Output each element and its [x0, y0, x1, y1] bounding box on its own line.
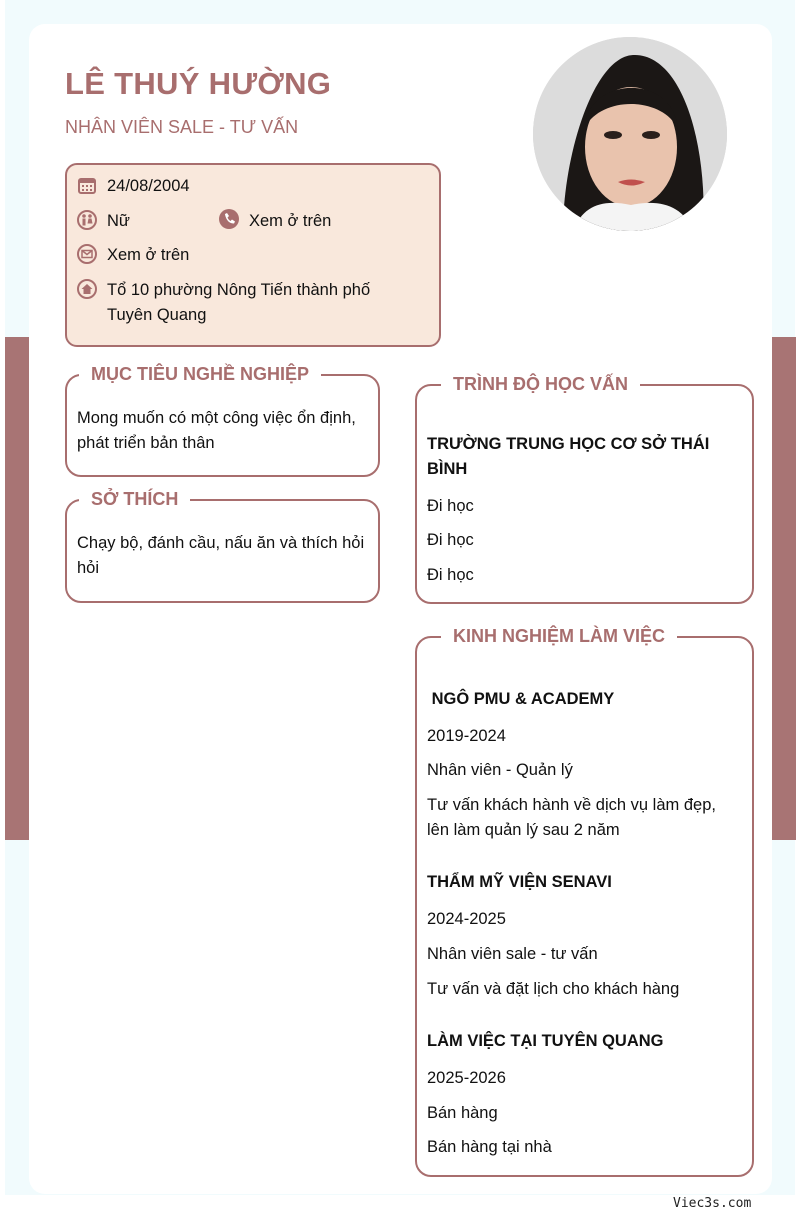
- job-description-line-1: Tư vấn và đặt lịch cho khách hàng: [427, 980, 680, 998]
- education-item: Đi học: [427, 531, 474, 549]
- gender-value: Nữ: [107, 212, 130, 230]
- avatar: [533, 37, 727, 231]
- job-position: Nhân viên - Quản lý: [427, 761, 573, 779]
- education-heading: TRÌNH ĐỘ HỌC VẤN: [441, 374, 640, 395]
- school-name-line-1: TRƯỜNG TRUNG HỌC CƠ SỞ THÁI: [427, 435, 710, 453]
- phone-icon: [219, 209, 239, 229]
- job-company: NGÔ PMU & ACADEMY: [427, 690, 615, 708]
- job-description-line-1: Bán hàng tại nhà: [427, 1138, 552, 1156]
- phone-value: Xem ở trên: [249, 212, 332, 230]
- candidate-name: LÊ THUÝ HƯỜNG: [65, 66, 332, 101]
- job-position: Bán hàng: [427, 1104, 498, 1122]
- education-item: Đi học: [427, 566, 474, 584]
- education-item: Đi học: [427, 497, 474, 515]
- experience-heading: KINH NGHIỆM LÀM VIỆC: [441, 626, 677, 647]
- candidate-title: NHÂN VIÊN SALE - TƯ VẤN: [65, 117, 299, 137]
- right-accent-band: [772, 337, 796, 840]
- hobbies-line-2: hỏi: [77, 559, 100, 577]
- address-line-1: Tổ 10 phường Nông Tiến thành phố: [107, 281, 371, 299]
- hobbies-line-1: Chạy bộ, đánh cầu, nấu ăn và thích hỏi: [77, 534, 365, 552]
- job-period: 2019-2024: [427, 727, 506, 745]
- left-accent-band: [5, 337, 29, 840]
- job-period: 2024-2025: [427, 910, 506, 928]
- envelope-icon: [77, 244, 97, 264]
- objective-line-2: phát triển bản thân: [77, 434, 215, 452]
- email-value: Xem ở trên: [107, 246, 190, 264]
- hobbies-heading: SỞ THÍCH: [79, 489, 190, 510]
- job-description-line-1: Tư vấn khách hành về dịch vụ làm đẹp,: [427, 796, 716, 814]
- school-name-line-2: BÌNH: [427, 460, 468, 478]
- home-icon: [77, 279, 97, 299]
- job-description-line-2: lên làm quản lý sau 2 năm: [427, 821, 620, 839]
- job-company: THẨM MỸ VIỆN SENAVI: [427, 873, 612, 891]
- objective-line-1: Mong muốn có một công việc ổn định,: [77, 409, 356, 427]
- objective-heading: MỤC TIÊU NGHỀ NGHIỆP: [79, 364, 321, 385]
- footer-watermark: Viec3s.com: [673, 1196, 752, 1211]
- birthday-value: 24/08/2004: [107, 177, 190, 195]
- job-position: Nhân viên sale - tư vấn: [427, 945, 598, 963]
- job-company: LÀM VIỆC TẠI TUYÊN QUANG: [427, 1032, 664, 1050]
- job-period: 2025-2026: [427, 1069, 506, 1087]
- address-line-2: Tuyên Quang: [107, 306, 207, 324]
- calendar-icon: [77, 175, 97, 195]
- gender-icon: [77, 210, 97, 230]
